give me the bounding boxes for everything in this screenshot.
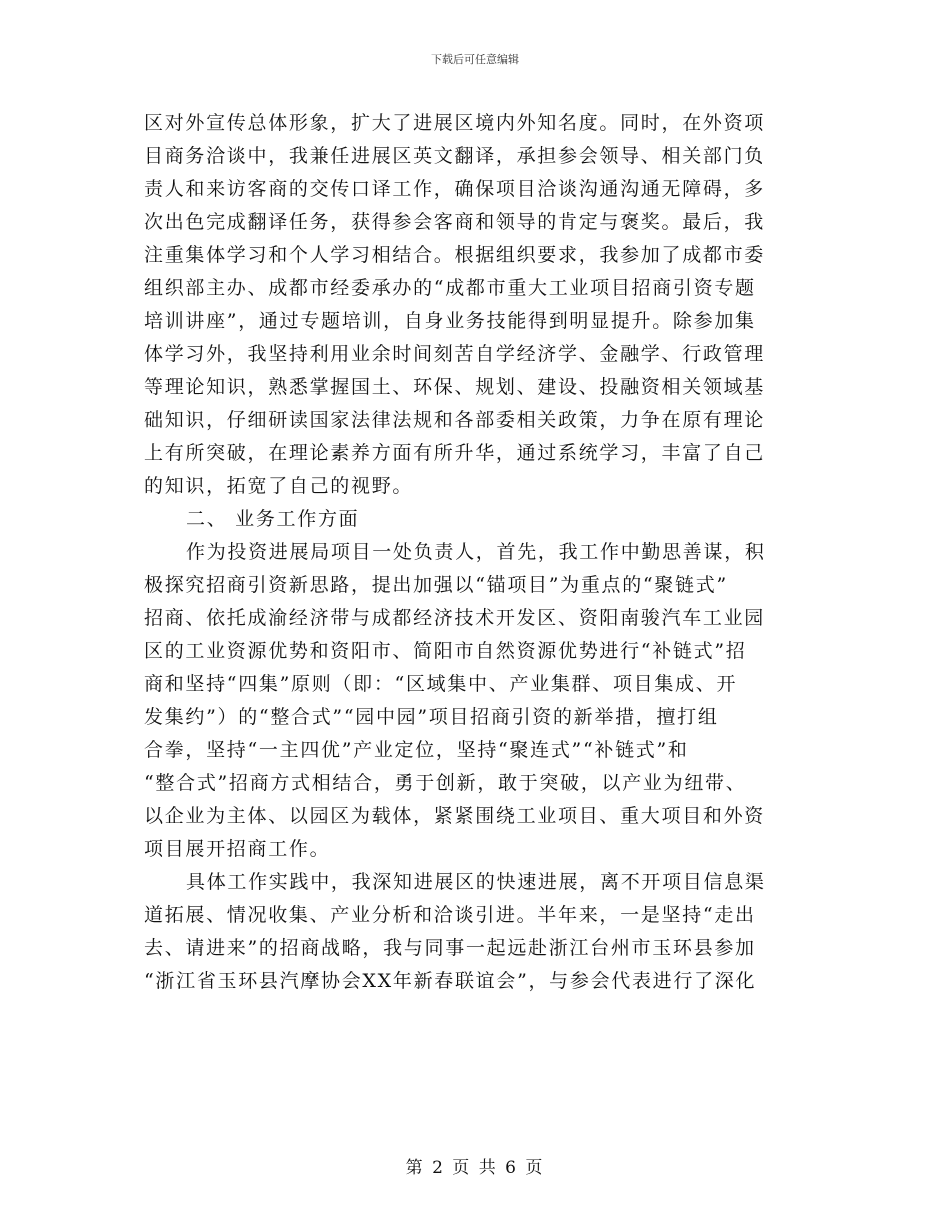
paragraph-line: 培训讲座”，通过专题培训，自身业务技能得到明显提升。除参加集: [144, 310, 756, 332]
paragraph-line: 体学习外，我坚持利用业余时间刻苦自学经济学、金融学、行政管理: [144, 343, 766, 365]
paragraph-line: 的知识，拓宽了自己的视野。: [144, 475, 414, 497]
paragraph-line: 上有所突破，在理论素养方面有所升华，通过系统学习，丰富了自己: [144, 442, 766, 464]
paragraph-line: 作为投资进展局项目一处负责人，首先，我工作中勤思善谋，积: [186, 541, 766, 563]
paragraph-line: 区对外宣传总体形象，扩大了进展区境内外知名度。同时，在外资项: [144, 112, 766, 134]
paragraph-line: 合拳，坚持“一主四优”产业定位，坚持“聚连式”“补链式”和: [144, 739, 689, 761]
paragraph-line: 等理论知识，熟悉掌握国土、环保、规划、建设、投融资相关领域基: [144, 376, 766, 398]
paragraph-line: 以企业为主体、以园区为载体，紧紧围绕工业项目、重大项目和外资: [144, 805, 766, 827]
paragraph-line: 道拓展、情况收集、产业分析和洽谈引进。半年来，一是坚持“走出: [144, 904, 756, 926]
paragraph-line: 项目展开招商工作。: [144, 838, 331, 860]
paragraph-line: 础知识，仔细研读国家法律法规和各部委相关政策，力争在原有理论: [144, 409, 766, 431]
page-header: 下载后可任意编辑: [431, 53, 519, 66]
paragraph-line: 次出色完成翻译任务，获得参会客商和领导的肯定与褒奖。最后，我: [144, 211, 766, 233]
paragraph-line: 具体工作实践中，我深知进展区的快速进展，离不开项目信息渠: [186, 871, 766, 893]
paragraph-line: 极探究招商引资新思路，提出加强以“锚项目”为重点的“聚链式”: [144, 574, 728, 596]
paragraph-line: 去、请进来”的招商战略，我与同事一起远赴浙江台州市玉环县参加: [144, 937, 756, 959]
paragraph-line: “整合式”招商方式相结合，勇于创新，敢于突破，以产业为纽带、: [144, 772, 747, 794]
document-body: [144, 107, 804, 998]
page-number: 第 2 页 共 6 页: [405, 1158, 545, 1178]
paragraph-line: 组织部主办、成都市经委承办的“成都市重大工业项目招商引资专题: [144, 277, 756, 299]
section-heading: 二、 业务工作方面: [186, 508, 360, 530]
paragraph-line: 商和坚持“四集”原则（即：“区域集中、产业集群、项目集成、开: [144, 673, 738, 695]
paragraph-line: 责人和来访客商的交传口译工作，确保项目洽谈沟通沟通无障碍，多: [144, 178, 766, 200]
paragraph-line: “浙江省玉环县汽摩协会XX年新春联谊会”，与参会代表进行了深化: [144, 970, 757, 992]
paragraph-line: 招商、依托成渝经济带与成都经济技术开发区、资阳南骏汽车工业园: [144, 607, 766, 629]
paragraph-line: 注重集体学习和个人学习相结合。根据组织要求，我参加了成都市委: [144, 244, 766, 266]
paragraph-line: 目商务洽谈中，我兼任进展区英文翻译，承担参会领导、相关部门负: [144, 145, 766, 167]
paragraph-line: 发集约”）的“整合式”“园中园”项目招商引资的新举措，擅打组: [144, 706, 719, 728]
paragraph-line: 区的工业资源优势和资阳市、简阳市自然资源优势进行“补链式”招: [144, 640, 747, 662]
